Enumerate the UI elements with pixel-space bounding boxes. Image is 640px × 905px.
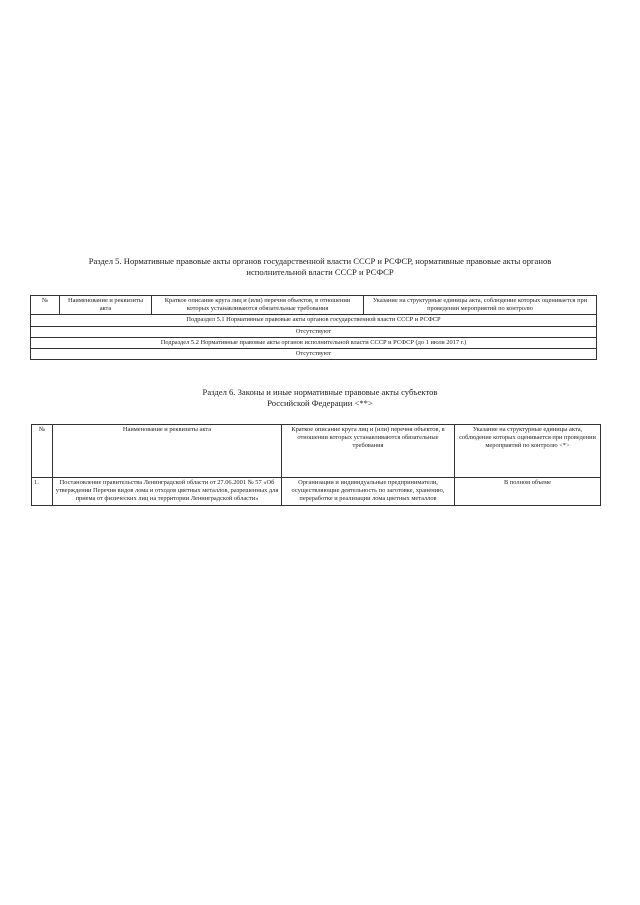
header-units: Указание на структурные единицы акта, соблюдение которых оценивается при проведении мероприятий по контролю (364, 296, 597, 315)
row-desc: Организации и индивидуальные предприниматели, осуществляющие деятельность по заготовке, хранению, переработке и реализации лома цветных металлов (282, 478, 455, 506)
row-name: Постановление правительства Ленинградской области от 27.06.2001 № 57 «Об утверждении Перечня видов лома и отходов цветных металлов, разрешенных для приема от физических лиц на территории Ленинградской области» (53, 478, 282, 506)
section5-title-line2: исполнительной власти СССР и РСФСР (246, 267, 394, 277)
section6-title-line1: Раздел 6. Законы и иные нормативные правовые акты субъектов (202, 387, 438, 397)
row-num: 1. (32, 478, 53, 506)
table-row (31, 315, 597, 326)
subsection-5-1: Подраздел 5.1 Нормативные правовые акты органов государственной власти СССР и РСФСР (31, 315, 597, 326)
row-units: В полном объеме (455, 478, 601, 506)
header-name: Наименование и реквизиты акта (60, 296, 152, 315)
table-header-row (32, 425, 601, 478)
section6-table (31, 424, 601, 506)
table-row (31, 349, 597, 360)
table-header-row (31, 296, 597, 315)
table-row (31, 337, 597, 348)
header-num: № (31, 296, 60, 315)
header-name: Наименование и реквизиты акта (53, 425, 282, 478)
header-desc: Краткое описание круга лиц и (или) перечня объектов, в отношении которых устанавливаются обязательные требования (152, 296, 364, 315)
table-row (31, 326, 597, 337)
absent-note: Отсутствуют (31, 326, 597, 337)
section5-title-line1: Раздел 5. Нормативные правовые акты органов государственной власти СССР и РСФСР, нормативные правовые акты органов (88, 256, 552, 266)
header-desc: Краткое описание круга лиц и (или) перечня объектов, в отношении которых устанавливаются обязательные требования (282, 425, 455, 478)
section5-table (30, 295, 597, 360)
section5-title (20, 256, 620, 278)
subsection-5-2: Подраздел 5.2 Нормативные правовые акты органов исполнительной власти СССР и РСФСР (до 1 июля 2017 г.) (31, 337, 597, 348)
section6-title (20, 387, 620, 409)
header-units: Указание на структурные единицы акта, соблюдение которых оценивается при проведении мероприятий по контролю <*> (455, 425, 601, 478)
header-num: № (32, 425, 53, 478)
absent-note: Отсутствуют (31, 349, 597, 360)
section6-title-line2: Российской Федерации <**> (267, 398, 373, 408)
table-row (32, 478, 601, 506)
